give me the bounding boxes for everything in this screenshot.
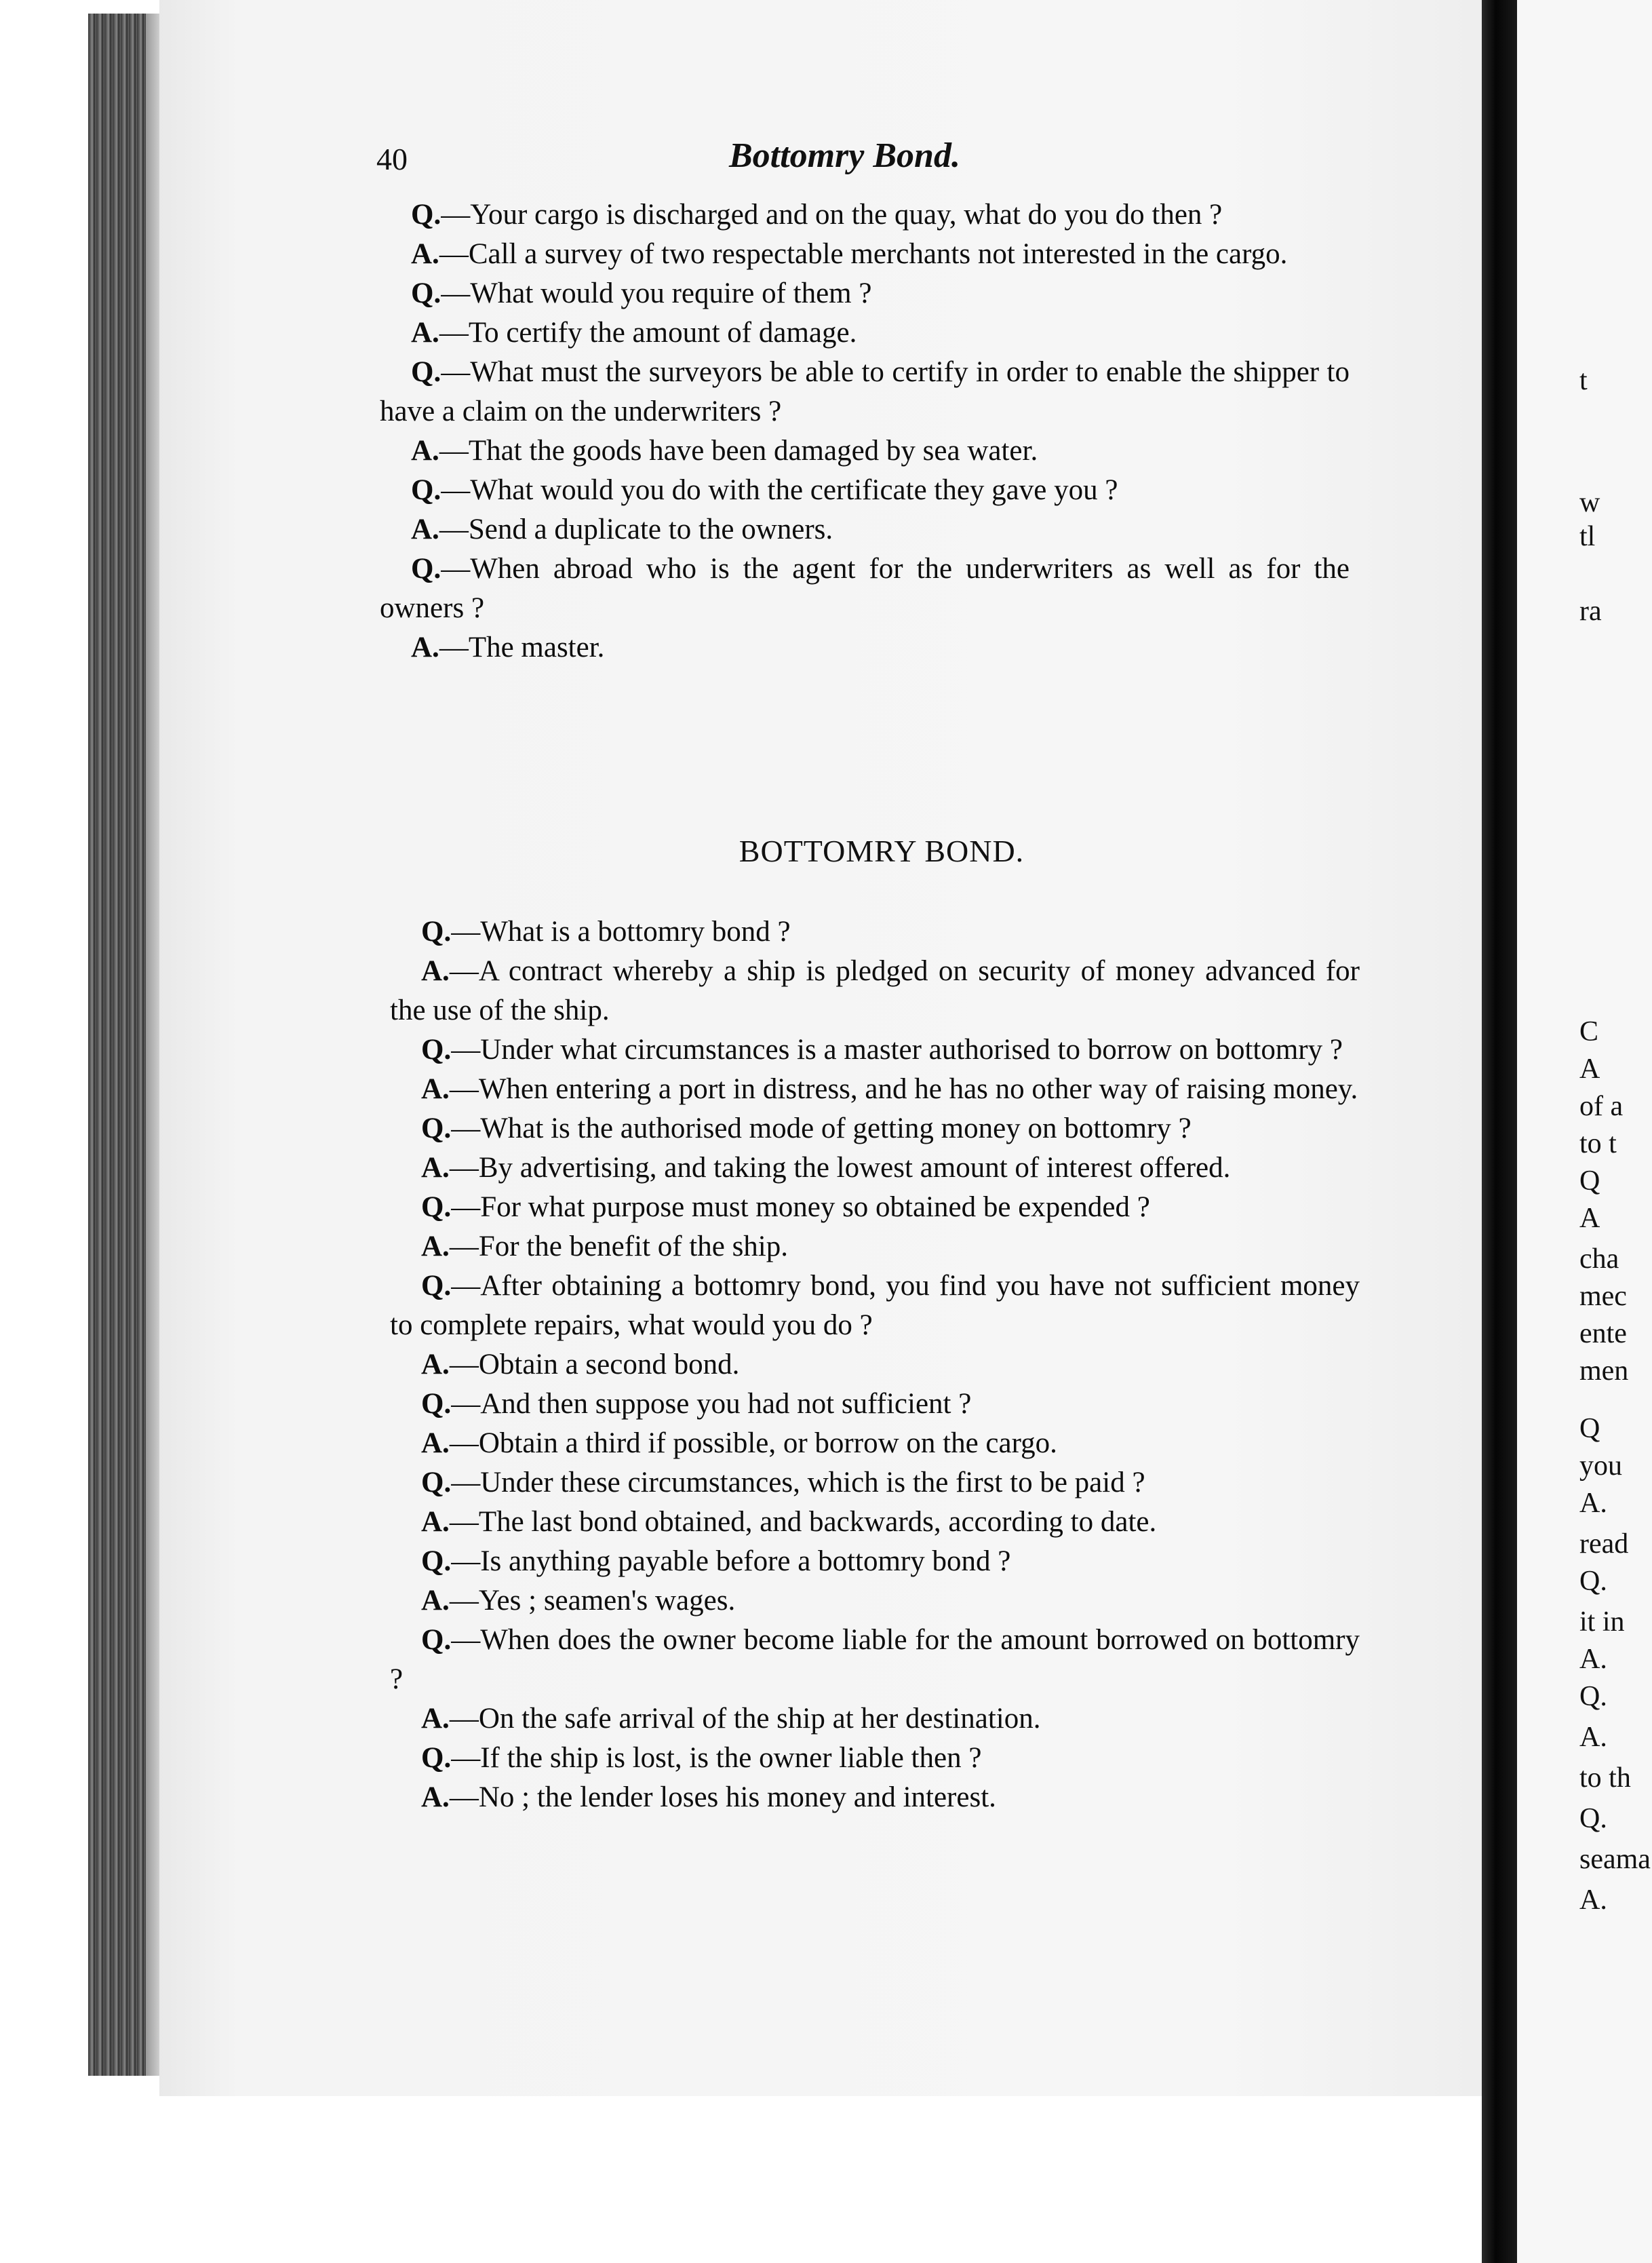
question-paragraph: Q.—Your cargo is discharged and on the quay, what do you do then ? [411,199,1223,231]
answer-marker: A. [421,955,450,987]
facing-page-text-fragment: ra [1579,596,1602,627]
facing-page-text-fragment: read [1579,1528,1629,1560]
question-marker: Q. [421,1388,452,1420]
facing-page-text-fragment: Q. [1579,1566,1607,1597]
paragraph-text: On the safe arrival of the ship at her destination. [478,1703,1041,1735]
question-marker: Q. [421,1545,452,1577]
answer-marker: A. [411,514,439,545]
paragraph-text: What is the authorised mode of getting money on bottomry ? [480,1113,1192,1144]
question-paragraph: Q.—If the ship is lost, is the owner liable then ? [421,1742,982,1774]
answer-marker: A. [411,632,439,663]
answer-paragraph: A.—Call a survey of two respectable merchants not interested in the cargo. [411,238,1288,270]
facing-page-text-fragment: Q. [1579,1681,1607,1712]
answer-paragraph: A.—For the benefit of the ship. [421,1231,788,1262]
question-paragraph: Q.—What would you do with the certificate they gave you ? [411,474,1118,506]
facing-page-text-fragment: it in [1579,1606,1625,1638]
answer-marker: A. [421,1152,450,1184]
question-marker: Q. [421,1467,452,1498]
paragraph-text: When entering a port in distress, and he has no other way of raising money. [478,1073,1358,1105]
paragraph-text: Under what circumstances is a master authorised to borrow on bottomry ? [480,1034,1343,1066]
page-number: 40 [376,142,408,176]
paragraph-text: What is a bottomry bond ? [480,916,791,948]
paragraph-text: Obtain a third if possible, or borrow on the cargo. [478,1427,1057,1459]
question-marker: Q. [421,1624,452,1656]
paragraph-text: Obtain a second bond. [478,1349,740,1380]
question-paragraph: Q.—Under what circumstances is a master authorised to borrow on bottomry ? [421,1034,1343,1066]
paragraph-text: That the goods have been damaged by sea water. [468,435,1038,467]
facing-page-text-fragment: Q [1579,1165,1600,1197]
paragraph-text: Yes ; seamen's wages. [478,1585,736,1617]
question-paragraph: Q.—When abroad who is the agent for the underwriters as well as for the owners ? [380,553,1350,624]
facing-page-text-fragment: men [1579,1355,1629,1387]
paragraph-text: And then suppose you had not sufficient ? [480,1388,972,1420]
answer-marker: A. [421,1349,450,1380]
paragraph-text: For what purpose must money so obtained be expended ? [480,1191,1150,1223]
question-marker: Q. [421,1191,452,1223]
question-paragraph: Q.—For what purpose must money so obtained be expended ? [421,1191,1150,1223]
answer-paragraph: A.—That the goods have been damaged by sea water. [411,435,1038,467]
question-marker: Q. [411,199,441,231]
paragraph-text: No ; the lender loses his money and interest. [478,1781,996,1813]
paragraph-text: Your cargo is discharged and on the quay, what do you do then ? [470,199,1223,231]
paragraph-text: What would you do with the certificate they gave you ? [470,474,1118,506]
facing-page-text-fragment: of a [1579,1091,1624,1122]
answer-paragraph: A.—Obtain a third if possible, or borrow on the cargo. [421,1427,1057,1459]
answer-paragraph: A.—By advertising, and taking the lowest amount of interest offered. [421,1152,1231,1184]
facing-page-text-fragment: tl [1579,521,1596,552]
question-paragraph: Q.—And then suppose you had not sufficient ? [421,1388,972,1420]
facing-page-text-fragment: A [1579,1203,1600,1234]
answer-marker: A. [421,1427,450,1459]
answer-marker: A. [411,317,439,349]
question-marker: Q. [411,356,441,388]
facing-page-text-fragment: A. [1579,1644,1607,1675]
facing-page-text-fragment: C [1579,1016,1599,1047]
section-title: BOTTOMRY BOND. [739,834,1025,868]
book-gutter [1482,0,1517,2263]
facing-page [1517,0,1652,2263]
paragraph-text: After obtaining a bottomry bond, you find you have not sufficient money to complete repairs, what would you do ? [390,1270,1360,1341]
answer-paragraph: A.—Obtain a second bond. [421,1349,740,1380]
question-paragraph: Q.—What must the surveyors be able to certify in order to enable the shipper to have a claim on the underwriters ? [380,356,1350,427]
question-marker: Q. [411,553,441,585]
answer-paragraph: A.—The last bond obtained, and backwards, according to date. [421,1506,1157,1538]
answer-paragraph: A.—The master. [411,632,605,663]
answer-marker: A. [421,1585,450,1617]
facing-page-text-fragment: A. [1579,1488,1607,1519]
answer-paragraph: A.—When entering a port in distress, and he has no other way of raising money. [421,1073,1358,1105]
question-marker: Q. [421,1742,452,1774]
facing-page-text-fragment: to th [1579,1762,1631,1794]
paragraph-text: What must the surveyors be able to certify in order to enable the shipper to have a claim on the underwriters ? [380,356,1350,427]
answer-marker: A. [411,238,439,270]
facing-page-text-fragment: Q [1579,1413,1600,1444]
facing-page-text-fragment: ente [1579,1318,1627,1349]
answer-marker: A. [421,1231,450,1262]
facing-page-text-fragment: w [1579,487,1600,518]
paragraph-text: Send a duplicate to the owners. [468,514,833,545]
facing-page-text-fragment: t [1579,365,1588,396]
question-paragraph: Q.—What is the authorised mode of getting money on bottomry ? [421,1113,1192,1144]
paragraph-text: To certify the amount of damage. [468,317,857,349]
paragraph-text: For the benefit of the ship. [478,1231,788,1262]
question-marker: Q. [411,474,441,506]
paragraph-text: The master. [468,632,605,663]
paragraph-text: When does the owner become liable for the amount borrowed on bottomry ? [390,1624,1360,1695]
facing-page-text-fragment: mec [1579,1281,1627,1312]
question-marker: Q. [421,1113,452,1144]
question-paragraph: Q.—When does the owner become liable for the amount borrowed on bottomry ? [390,1624,1360,1695]
facing-page-text-fragment: cha [1579,1243,1619,1275]
paragraph-text: Is anything payable before a bottomry bond ? [480,1545,1011,1577]
book-page-edges [88,14,149,2076]
answer-marker: A. [421,1506,450,1538]
answer-paragraph: A.—Yes ; seamen's wages. [421,1585,736,1617]
facing-page-text-fragment: Q. [1579,1803,1607,1834]
answer-paragraph: A.—To certify the amount of damage. [411,317,857,349]
answer-marker: A. [421,1781,450,1813]
paragraph-text: By advertising, and taking the lowest amount of interest offered. [478,1152,1231,1184]
paragraph-text: Call a survey of two respectable merchants not interested in the cargo. [468,238,1288,270]
answer-paragraph: A.—A contract whereby a ship is pledged on security of money advanced for the use of the ship. [390,955,1360,1026]
question-paragraph: Q.—What is a bottomry bond ? [421,916,791,948]
paragraph-text: A contract whereby a ship is pledged on security of money advanced for the use of the ship. [390,955,1360,1026]
question-paragraph: Q.—What would you require of them ? [411,277,872,309]
facing-page-text-fragment: A. [1579,1722,1607,1753]
answer-marker: A. [411,435,439,467]
question-marker: Q. [421,1270,452,1302]
answer-marker: A. [421,1703,450,1735]
paragraph-text: Under these circumstances, which is the first to be paid ? [480,1467,1145,1498]
answer-paragraph: A.—No ; the lender loses his money and interest. [421,1781,996,1813]
running-title: Bottomry Bond. [729,136,960,175]
paragraph-text: When abroad who is the agent for the underwriters as well as for the owners ? [380,553,1350,624]
answer-paragraph: A.—On the safe arrival of the ship at her destination. [421,1703,1041,1735]
paragraph-text: If the ship is lost, is the owner liable then ? [480,1742,982,1774]
answer-marker: A. [421,1073,450,1105]
facing-page-text-fragment: A [1579,1053,1600,1085]
question-marker: Q. [421,916,452,948]
question-paragraph: Q.—Is anything payable before a bottomry bond ? [421,1545,1011,1577]
question-marker: Q. [421,1034,452,1066]
question-marker: Q. [411,277,441,309]
facing-page-text-fragment: you [1579,1450,1622,1482]
paragraph-text: What would you require of them ? [470,277,872,309]
facing-page-text-fragment: seama [1579,1844,1651,1875]
question-paragraph: Q.—After obtaining a bottomry bond, you find you have not sufficient money to complete repairs, what would you do ? [390,1270,1360,1341]
facing-page-text-fragment: A. [1579,1884,1607,1916]
facing-page-text-fragment: to t [1579,1128,1617,1159]
question-paragraph: Q.—Under these circumstances, which is the first to be paid ? [421,1467,1145,1498]
qa-block-bottomry-bond [390,912,1360,1817]
answer-paragraph: A.—Send a duplicate to the owners. [411,514,833,545]
paragraph-text: The last bond obtained, and backwards, according to date. [478,1506,1157,1538]
qa-block-cargo-survey [380,195,1350,668]
